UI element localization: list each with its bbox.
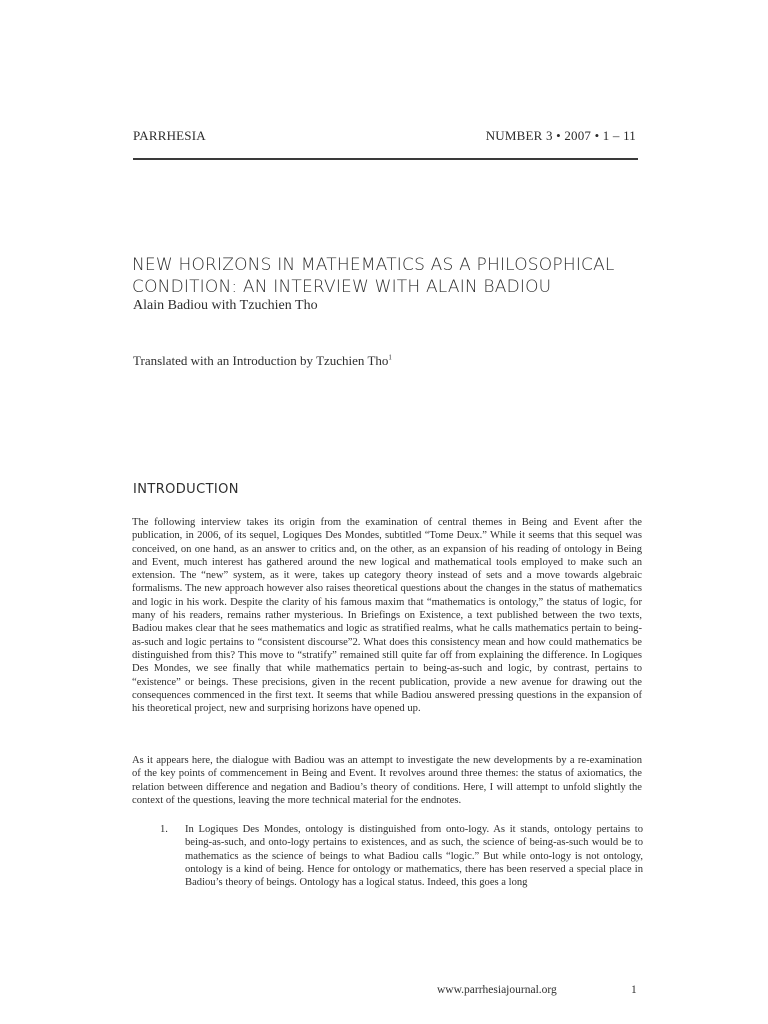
footer-url[interactable]: www.parrhesiajournal.org — [437, 984, 557, 996]
journal-name: PARRHESIA — [133, 128, 206, 143]
running-header — [133, 128, 636, 148]
issue-info: NUMBER 3 • 2007 • 1 – 11 — [485, 128, 636, 143]
article-title: NEW HORIZONS IN MATHEMATICS AS A PHILOSOPHICAL CONDITION: AN INTERVIEW WITH ALAIN BADIOU — [132, 255, 615, 297]
section-heading: INTRODUCTION — [133, 482, 239, 497]
header-rule — [133, 158, 638, 160]
list-item-text: In Logiques Des Mondes, ontology is distinguished from onto-logy. As it stands, ontology pertains to being-as-such, and onto-logy pertains to existences, and as such, the science of being-as-such would be to mathematics as the science of beings to what Badiou calls “logic.” But while onto-logy is not ontology, ontology is a kind of being. Hence for ontology or mathematics, there has been reserved a special place in Badiou’s theory of beings. Ontology has a logical status. Indeed, this goes a long — [185, 824, 643, 889]
paragraph: The following interview takes its origin from the examination of central themes in Being and Event after the publication, in 2006, of its sequel, Logiques Des Mondes, subtitled “Tome Deux.” While it seems that this sequel was conceived, on one hand, as an answer to critics and, on the other, as an expansion of his reading of ontology in Being and Event, much interest has gathered around the new logical and mathematical tools employed to make such an extension. The “new” system, as it were, takes up category theory instead of sets and a move towards algebraic formalisms. The new approach however also raises theoretical questions about the changes in the status of mathematics and logic in his work. Despite the clarity of his famous maxim that “mathematics is ontology,” the status of logic, for many of his readers, remains rather mysterious. In Briefings on Existence, a text published between the two texts, Badiou makes clear that he sees mathematics and logic as stratified realms, what he calls mathematics pertain to being-as-such and logic pertains to “consistent discourse”2. What does this consistency mean and how could mathematics be distinguished from this? This move to “stratify” remained still quite far off from explaining the difference. In Logiques Des Mondes, we see finally that while mathematics pertain to being-as-such and logic, by contrast, pertains to “existence” or beings. These precisions, given in the recent publication, provide a new avenue for drawing out the consequences commenced in the first text. It seems that while Badiou answered pressing questions in the expansion of his theoretical project, new and surprising horizons have opened up. — [132, 517, 642, 715]
paragraph: As it appears here, the dialogue with Badiou was an attempt to investigate the new developments by a re-examination of the key points of commencement in Being and Event. It revolves around three themes: the status of axiomatics, the relation between difference and negation and Badiou’s theory of conditions. Here, I will attempt to unfold slightly the context of the questions, leaving the more technical material for the endnotes. — [132, 755, 642, 806]
translator-credit — [133, 353, 392, 369]
article-authors: Alain Badiou with Tzuchien Tho — [133, 298, 318, 313]
list-item-number: 1. — [160, 824, 168, 835]
footnote-marker[interactable]: 1 — [388, 353, 392, 362]
translator-credit-text: Translated with an Introduction by Tzuchien Tho — [133, 353, 389, 368]
page-number: 1 — [631, 984, 637, 996]
